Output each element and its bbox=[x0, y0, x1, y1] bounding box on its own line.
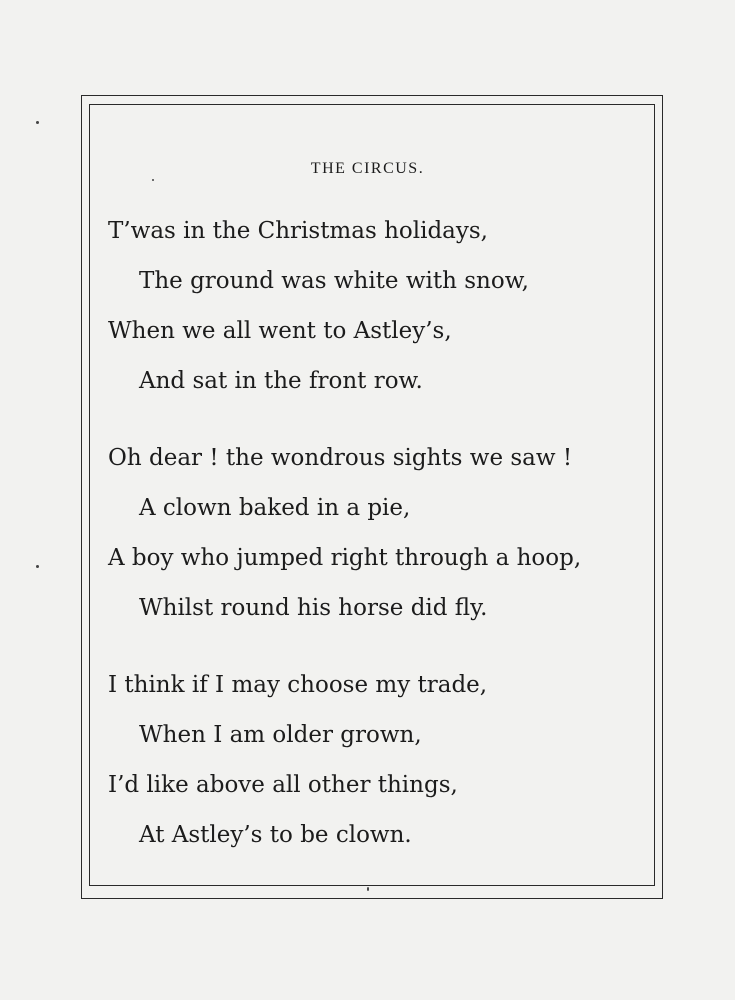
print-speck bbox=[36, 121, 39, 124]
print-speck bbox=[152, 179, 154, 181]
poem-line: Oh dear ! the wondrous sights we saw ! bbox=[108, 445, 573, 471]
poem-line: I think if I may choose my trade, bbox=[108, 672, 488, 698]
print-speck bbox=[367, 887, 369, 891]
poem-line: And sat in the front row. bbox=[139, 368, 423, 394]
poem-line: T’was in the Christmas holidays, bbox=[108, 218, 488, 244]
poem-line: The ground was white with snow, bbox=[139, 268, 529, 294]
poem-line: When I am older grown, bbox=[139, 722, 422, 748]
poem-line: When we all went to Astley’s, bbox=[108, 318, 452, 344]
poem-line: At Astley’s to be clown. bbox=[139, 822, 412, 848]
poem-line: A clown baked in a pie, bbox=[139, 495, 411, 521]
poem-line: A boy who jumped right through a hoop, bbox=[108, 545, 582, 571]
print-speck bbox=[36, 565, 39, 568]
poem-line: Whilst round his horse did fly. bbox=[139, 595, 488, 621]
poem-line: I’d like above all other things, bbox=[108, 772, 458, 798]
poem-title: THE CIRCUS. bbox=[310, 160, 425, 177]
